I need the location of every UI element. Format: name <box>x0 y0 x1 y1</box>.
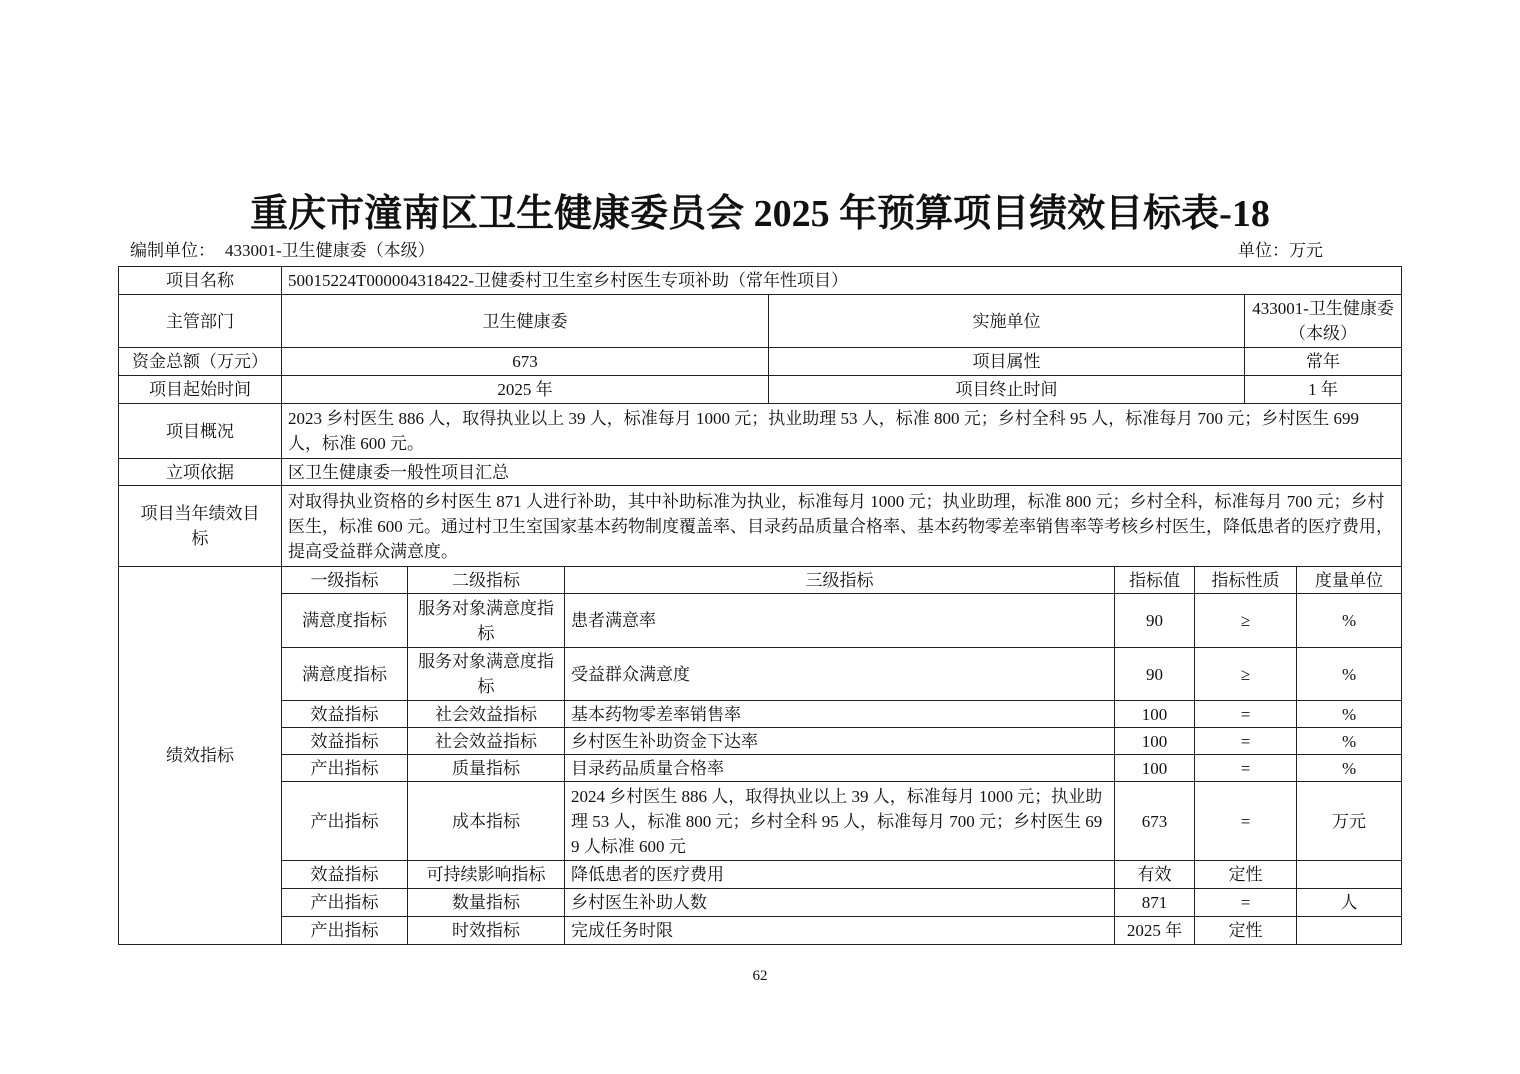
overview-label: 项目概况 <box>119 404 282 459</box>
implementer-value: 433001-卫生健康委（本级） <box>1245 295 1402 348</box>
start-value: 2025 年 <box>282 376 769 404</box>
indicator-level1: 效益指标 <box>282 861 408 889</box>
indicator-unit: 万元 <box>1297 782 1402 861</box>
indicator-level1: 效益指标 <box>282 728 408 755</box>
end-label: 项目终止时间 <box>769 376 1245 404</box>
indicator-row <box>119 861 1402 889</box>
currency-unit-value: 万元 <box>1289 241 1323 260</box>
row-department <box>119 295 1402 348</box>
overview-value: 2023 乡村医生 886 人，取得执业以上 39 人，标准每月 1000 元；执业助理 53 人，标准 800 元；乡村全科 95 人，标准每月 700 元；乡村医生 699 人，标准 600 元。 <box>282 404 1402 459</box>
basis-value: 区卫生健康委一般性项目汇总 <box>282 459 1402 486</box>
indicator-row <box>119 728 1402 755</box>
indicator-value: 100 <box>1115 755 1195 782</box>
indicator-level1: 产出指标 <box>282 917 408 945</box>
attribute-label: 项目属性 <box>769 348 1245 376</box>
indicator-nature: 定性 <box>1195 917 1297 945</box>
indicator-unit: % <box>1297 594 1402 648</box>
indicator-row <box>119 648 1402 701</box>
column-header-level1: 一级指标 <box>282 567 408 594</box>
indicator-level2: 服务对象满意度指标 <box>408 648 565 701</box>
indicator-value: 871 <box>1115 889 1195 917</box>
indicator-header-row <box>119 567 1402 594</box>
indicator-level3: 乡村医生补助资金下达率 <box>565 728 1115 755</box>
indicator-level2: 数量指标 <box>408 889 565 917</box>
fund-value: 673 <box>282 348 769 376</box>
indicator-value: 100 <box>1115 728 1195 755</box>
row-fund <box>119 348 1402 376</box>
indicator-level2: 社会效益指标 <box>408 728 565 755</box>
indicator-level3: 目录药品质量合格率 <box>565 755 1115 782</box>
indicator-level1: 满意度指标 <box>282 594 408 648</box>
indicator-level2: 时效指标 <box>408 917 565 945</box>
indicator-nature: ≥ <box>1195 648 1297 701</box>
indicator-nature: = <box>1195 755 1297 782</box>
indicator-unit: % <box>1297 728 1402 755</box>
indicator-value: 673 <box>1115 782 1195 861</box>
indicator-value: 90 <box>1115 648 1195 701</box>
indicator-value: 2025 年 <box>1115 917 1195 945</box>
indicator-level2: 可持续影响指标 <box>408 861 565 889</box>
currency-unit <box>1238 239 1323 263</box>
start-label: 项目起始时间 <box>119 376 282 404</box>
department-value: 卫生健康委 <box>282 295 769 348</box>
project-name-value: 50015224T000004318422-卫健委村卫生室乡村医生专项补助（常年性项目） <box>282 267 1402 295</box>
performance-table <box>118 266 1402 945</box>
indicator-level1: 产出指标 <box>282 755 408 782</box>
indicator-unit: % <box>1297 701 1402 728</box>
indicator-level1: 效益指标 <box>282 701 408 728</box>
indicator-level2: 服务对象满意度指标 <box>408 594 565 648</box>
indicator-level3: 完成任务时限 <box>565 917 1115 945</box>
indicator-level3: 基本药物零差率销售率 <box>565 701 1115 728</box>
implementer-label: 实施单位 <box>769 295 1245 348</box>
currency-unit-label: 单位： <box>1238 241 1289 260</box>
indicator-unit: % <box>1297 648 1402 701</box>
column-header-level2: 二级指标 <box>408 567 565 594</box>
indicator-row <box>119 755 1402 782</box>
goal-label: 项目当年绩效目标 <box>119 486 282 567</box>
indicator-unit <box>1297 861 1402 889</box>
indicator-level3: 患者满意率 <box>565 594 1115 648</box>
fund-label: 资金总额（万元） <box>119 348 282 376</box>
indicator-level3: 乡村医生补助人数 <box>565 889 1115 917</box>
column-header-unit: 度量单位 <box>1297 567 1402 594</box>
indicator-nature: 定性 <box>1195 861 1297 889</box>
end-value: 1 年 <box>1245 376 1402 404</box>
indicator-row <box>119 782 1402 861</box>
indicator-nature: = <box>1195 782 1297 861</box>
row-goal <box>119 486 1402 567</box>
indicator-level2: 社会效益指标 <box>408 701 565 728</box>
indicator-row <box>119 889 1402 917</box>
row-period <box>119 376 1402 404</box>
indicator-value: 90 <box>1115 594 1195 648</box>
indicator-level2: 质量指标 <box>408 755 565 782</box>
attribute-value: 常年 <box>1245 348 1402 376</box>
basis-label: 立项依据 <box>119 459 282 486</box>
indicator-value: 100 <box>1115 701 1195 728</box>
indicator-level3: 2024 乡村医生 886 人，取得执业以上 39 人，标准每月 1000 元；执业助理 53 人，标准 800 元；乡村全科 95 人，标准每月 700 元；乡村医生 699 人标准 600 元 <box>565 782 1115 861</box>
indicator-level1: 产出指标 <box>282 889 408 917</box>
goal-value: 对取得执业资格的乡村医生 871 人进行补助，其中补助标准为执业，标准每月 1000 元；执业助理，标准 800 元；乡村全科，标准每月 700 元；乡村医生，标准 600 元。通过村卫生室国家基本药物制度覆盖率、目录药品质量合格率、基本药物零差率销售率等考核乡村医生，降低患者的医疗费用，提高受益群众满意度。 <box>282 486 1402 567</box>
indicator-level3: 受益群众满意度 <box>565 648 1115 701</box>
indicator-level1: 满意度指标 <box>282 648 408 701</box>
column-header-nature: 指标性质 <box>1195 567 1297 594</box>
indicator-level3: 降低患者的医疗费用 <box>565 861 1115 889</box>
indicator-nature: = <box>1195 701 1297 728</box>
indicator-row <box>119 701 1402 728</box>
indicator-level2: 成本指标 <box>408 782 565 861</box>
indicators-label: 绩效指标 <box>119 567 282 945</box>
compiling-unit <box>130 239 435 263</box>
page-title: 重庆市潼南区卫生健康委员会 2025 年预算项目绩效目标表-18 <box>250 193 1270 235</box>
indicator-nature: = <box>1195 889 1297 917</box>
indicator-nature: ≥ <box>1195 594 1297 648</box>
compiling-unit-label: 编制单位： <box>130 241 215 260</box>
project-name-label: 项目名称 <box>119 267 282 295</box>
department-label: 主管部门 <box>119 295 282 348</box>
column-header-value: 指标值 <box>1115 567 1195 594</box>
column-header-level3: 三级指标 <box>565 567 1115 594</box>
page-number: 62 <box>752 968 768 984</box>
indicator-unit: % <box>1297 755 1402 782</box>
indicator-unit: 人 <box>1297 889 1402 917</box>
compiling-unit-value: 433001-卫生健康委（本级） <box>225 241 435 260</box>
indicator-value: 有效 <box>1115 861 1195 889</box>
indicator-row <box>119 594 1402 648</box>
indicator-level1: 产出指标 <box>282 782 408 861</box>
indicator-row <box>119 917 1402 945</box>
indicator-nature: = <box>1195 728 1297 755</box>
row-basis <box>119 459 1402 486</box>
indicator-unit <box>1297 917 1402 945</box>
row-overview <box>119 404 1402 459</box>
row-project-name <box>119 267 1402 295</box>
